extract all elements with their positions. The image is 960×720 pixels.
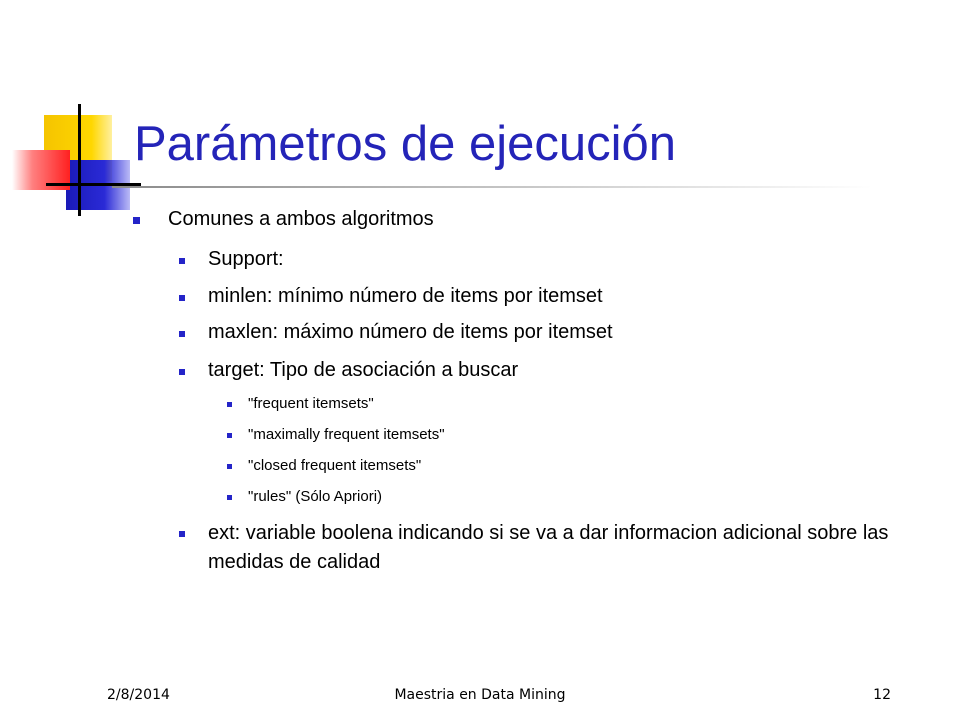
bullet-square-icon xyxy=(179,331,185,337)
bullet-square-icon xyxy=(227,464,232,469)
footer-date: 2/8/2014 xyxy=(107,687,170,703)
bullet-square-icon xyxy=(179,369,185,375)
footer-center-text: Maestria en Data Mining xyxy=(394,687,566,703)
bullet-rules xyxy=(248,487,382,507)
bullet-square-icon xyxy=(227,433,232,438)
bullet-text: maxlen: máximo número de items por itemset xyxy=(208,321,613,343)
slide-title: Parámetros de ejecución xyxy=(134,117,677,171)
slide-page-number: 12 xyxy=(873,687,891,703)
bullet-text: minlen: mínimo número de items por itemset xyxy=(208,285,603,307)
bullet-square-icon xyxy=(227,495,232,500)
bullet-text: Comunes a ambos algoritmos xyxy=(168,208,434,230)
bullet-text: Support: xyxy=(208,248,284,270)
bullet-text: target: Tipo de asociación a buscar xyxy=(208,359,519,381)
bullet-text: "rules" (Sólo Apriori) xyxy=(248,488,383,505)
bullet-text: "maximally frequent itemsets" xyxy=(248,426,445,443)
bullet-comunes xyxy=(168,206,434,232)
bullet-minlen xyxy=(208,283,603,309)
title-underline-rule xyxy=(112,186,872,188)
bullet-text: ext: variable boolena indicando si se va a dar informacion adicional sobre las medidas de calidad xyxy=(208,522,889,573)
bullet-square-icon xyxy=(179,531,185,537)
bullet-square-icon xyxy=(227,402,232,407)
bullet-frequent-itemsets xyxy=(248,394,374,414)
bullet-square-icon xyxy=(133,217,140,224)
bullet-closed-frequent-itemsets xyxy=(248,456,421,476)
bullet-text: "closed frequent itemsets" xyxy=(248,457,422,474)
bullet-support xyxy=(208,246,284,272)
decorative-vertical-line xyxy=(78,104,81,216)
bullet-maximally-frequent-itemsets xyxy=(248,425,445,445)
bullet-text: "frequent itemsets" xyxy=(248,395,374,412)
bullet-maxlen xyxy=(208,319,613,345)
bullet-ext xyxy=(208,519,898,577)
bullet-square-icon xyxy=(179,295,185,301)
bullet-square-icon xyxy=(179,258,185,264)
bullet-target xyxy=(208,357,518,383)
